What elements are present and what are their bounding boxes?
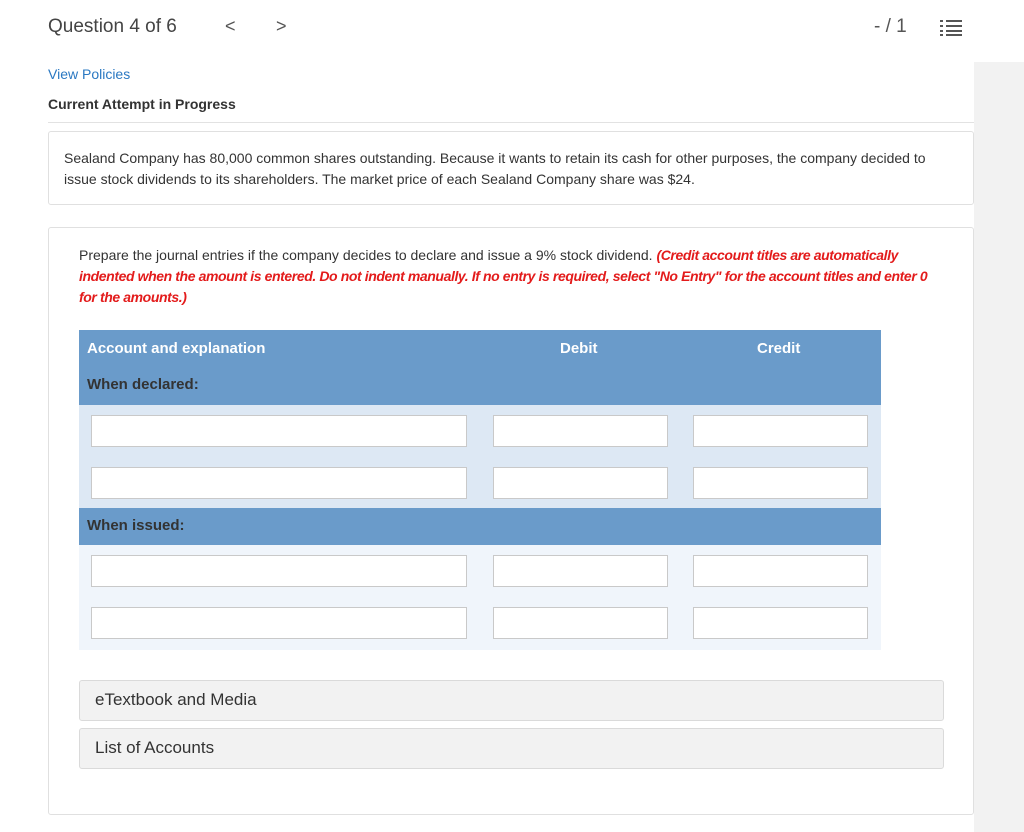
issued-row-2-credit-input[interactable]: [693, 607, 868, 639]
issued-row-1-credit-input[interactable]: [693, 555, 868, 587]
section-label-declared: When declared:: [87, 376, 199, 393]
section-header-issued: [79, 508, 881, 545]
declared-row-2-account-input[interactable]: [91, 467, 467, 499]
attempt-status: Current Attempt in Progress: [48, 96, 236, 112]
declared-row-1-debit-input[interactable]: [493, 415, 668, 447]
issued-rows: [79, 545, 881, 650]
issued-row-1-account-input[interactable]: [91, 555, 467, 587]
instruction-prompt: Prepare the journal entries if the company decides to declare and issue a 9% stock dividend.: [79, 247, 653, 263]
table-header: [79, 330, 881, 405]
instructions: [79, 245, 929, 308]
column-header-credit: Credit: [757, 340, 801, 357]
issued-row-1-debit-input[interactable]: [493, 555, 668, 587]
view-policies-link[interactable]: View Policies: [48, 66, 131, 82]
problem-text: Sealand Company has 80,000 common shares outstanding. Because it wants to retain its cash for other purposes, the company decided to issue stock dividends to its shareholders. The market price of each Sealand Company share was $24.: [64, 150, 926, 187]
section-label-issued: When issued:: [87, 517, 185, 534]
question-part: [48, 227, 974, 815]
previous-question-button[interactable]: <: [225, 16, 236, 36]
question-counter: Question 4 of 6: [48, 16, 177, 37]
divider: [48, 122, 974, 123]
column-header-account: Account and explanation: [87, 340, 266, 357]
next-question-button[interactable]: >: [276, 16, 287, 36]
question-header: [0, 0, 1024, 62]
numbered-list-icon[interactable]: [940, 19, 962, 37]
declared-row-1-credit-input[interactable]: [693, 415, 868, 447]
instruction-note: (Credit account titles are automatically indented when the amount is entered. Do not indent manually. If no entry is required, select "No Entry" for the account titles and enter 0 for the amounts.): [79, 247, 928, 305]
column-header-debit: Debit: [560, 340, 598, 357]
etextbook-media-button[interactable]: eTextbook and Media: [79, 680, 944, 721]
declared-row-2-credit-input[interactable]: [693, 467, 868, 499]
side-gutter: [974, 62, 1024, 832]
issued-row-2-debit-input[interactable]: [493, 607, 668, 639]
score-display: - / 1: [874, 16, 907, 37]
issued-row-2-account-input[interactable]: [91, 607, 467, 639]
problem-statement: [48, 131, 974, 205]
declared-row-2-debit-input[interactable]: [493, 467, 668, 499]
list-of-accounts-button[interactable]: List of Accounts: [79, 728, 944, 769]
declared-rows: [79, 405, 881, 508]
declared-row-1-account-input[interactable]: [91, 415, 467, 447]
